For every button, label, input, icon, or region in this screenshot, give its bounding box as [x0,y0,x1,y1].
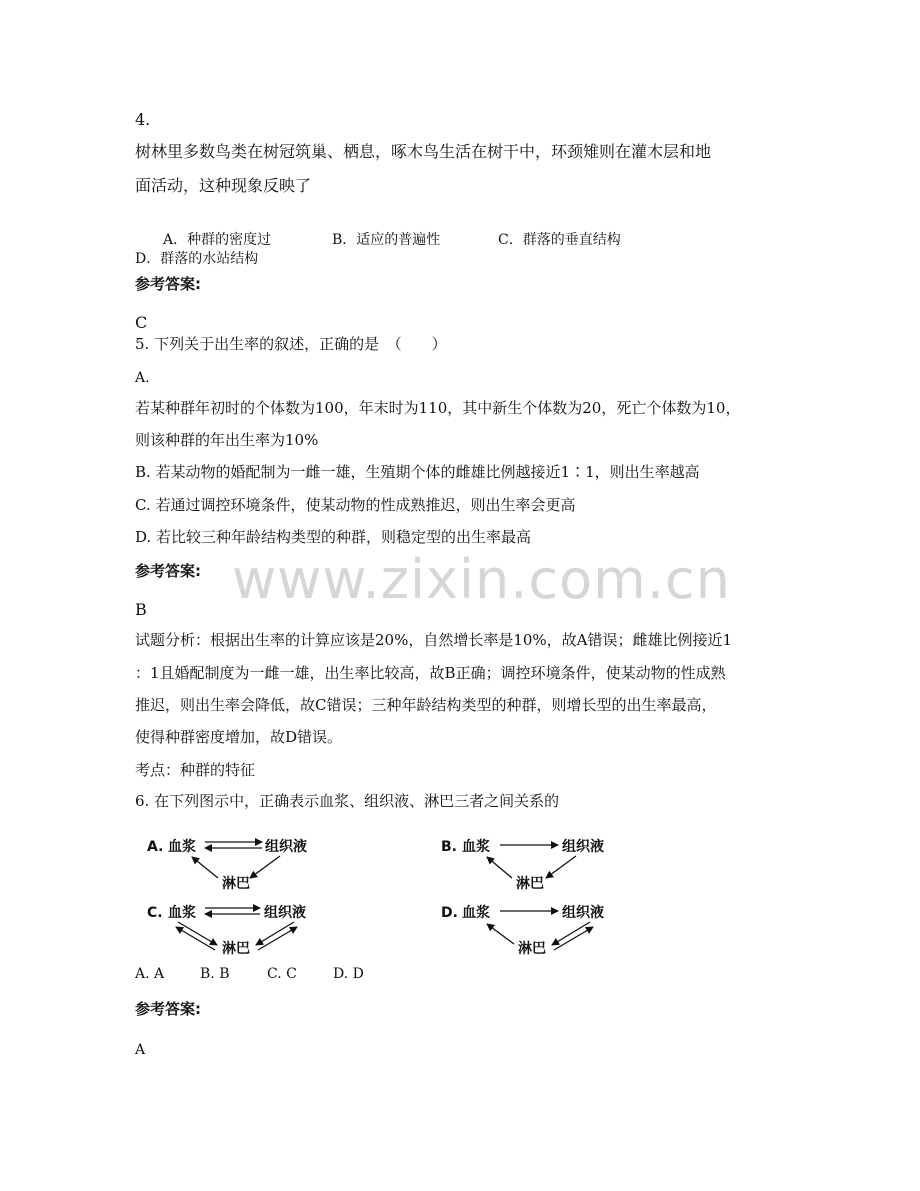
q6-choice-c: C. C [267,966,297,982]
q5-kaodian: 考点：种群的特征 [135,761,256,779]
q6-answer-label: 参考答案: [135,1000,201,1018]
q5-option-d: D. 若比较三种年龄结构类型的种群，则稳定型的出生率最高 [135,528,532,546]
diagram-d [441,904,604,957]
q4-answer: C [135,313,148,332]
diagram-c-lymph: 淋巴 [222,941,250,957]
q4-number: 4. [135,110,151,129]
q5-analysis-line2: ：1且婚配制度为一雌一雄，出生率比较高，故B正确；调控环境条件，使某动物的性成熟 [135,664,726,682]
diagram-d-tissue: 组织液 [562,905,604,921]
diagram-b-plasma: 血浆 [462,839,490,855]
diagram-a [147,838,307,892]
diagram-b [441,838,604,892]
diagram-b-tissue: 组织液 [562,839,604,855]
q6-choice-d: D. D [333,966,364,982]
diagram-a-label: A. [147,839,164,855]
q5-analysis-line1: 试题分析：根据出生率的计算应该是20%，自然增长率是10%，故A错误；雌雄比例接近1 [135,631,733,649]
diagram-c [147,904,306,957]
q6-choice-b: B. B [200,966,230,982]
diagram-d-lymph: 淋巴 [518,941,546,957]
q5-option-a-line1: 若某种群年初时的个体数为100，年末时为110，其中新生个体数为20，死亡个体数为10， [135,399,741,417]
q4-option-b: B．适应的普遍性 [332,232,441,248]
q5-option-c: C. 若通过调控环境条件，使某动物的性成熟推迟，则出生率会更高 [135,496,576,514]
q4-stem-line2: 面活动，这种现象反映了 [135,176,312,195]
q4-option-c: C．群落的垂直结构 [498,232,621,248]
q5-stem: 5. 下列关于出生率的叙述，正确的是 （ ） [135,335,447,353]
q6-choice-a: A. A [135,966,165,982]
watermark: www.zixin.com.cn [232,548,731,611]
diagram-c-label: C. [147,905,163,921]
q4-option-d: D．群落的水站结构 [135,251,259,267]
q5-analysis-line4: 使得种群密度增加，故D错误。 [135,728,343,746]
q6-stem: 6. 在下列图示中，正确表示血浆、组织液、淋巴三者之间关系的 [135,792,560,810]
q4-stem-line1: 树林里多数鸟类在树冠筑巢、栖息，啄木鸟生活在树干中，环颈雉则在灌木层和地 [135,142,712,161]
diagram-d-plasma: 血浆 [462,905,490,921]
diagram-a-plasma: 血浆 [168,839,196,855]
q5-option-a-label: A. [135,370,150,386]
diagram-b-label: B. [441,839,457,855]
q5-option-a-line2: 则该种群的年出生率为10% [135,431,319,449]
diagram-a-tissue: 组织液 [265,839,307,855]
q5-option-b: B. 若某动物的婚配制为一雌一雄，生殖期个体的雌雄比例越接近1∶1，则出生率越高 [135,463,700,481]
q5-analysis-line3: 推迟，则出生率会降低，故C错误；三种年龄结构类型的种群，则增长型的出生率最高， [135,696,717,714]
q4-answer-label: 参考答案: [135,275,201,293]
diagram-d-label: D. [441,905,458,921]
q5-answer-label: 参考答案: [135,562,201,580]
q4-option-a: A．种群的密度过 [163,232,272,248]
diagram-b-lymph: 淋巴 [516,876,544,892]
q6-answer: A [135,1042,146,1058]
diagram-c-plasma: 血浆 [168,905,196,921]
diagram-c-tissue: 组织液 [264,905,306,921]
q5-answer: B [135,600,147,619]
diagram-a-lymph: 淋巴 [222,876,250,892]
